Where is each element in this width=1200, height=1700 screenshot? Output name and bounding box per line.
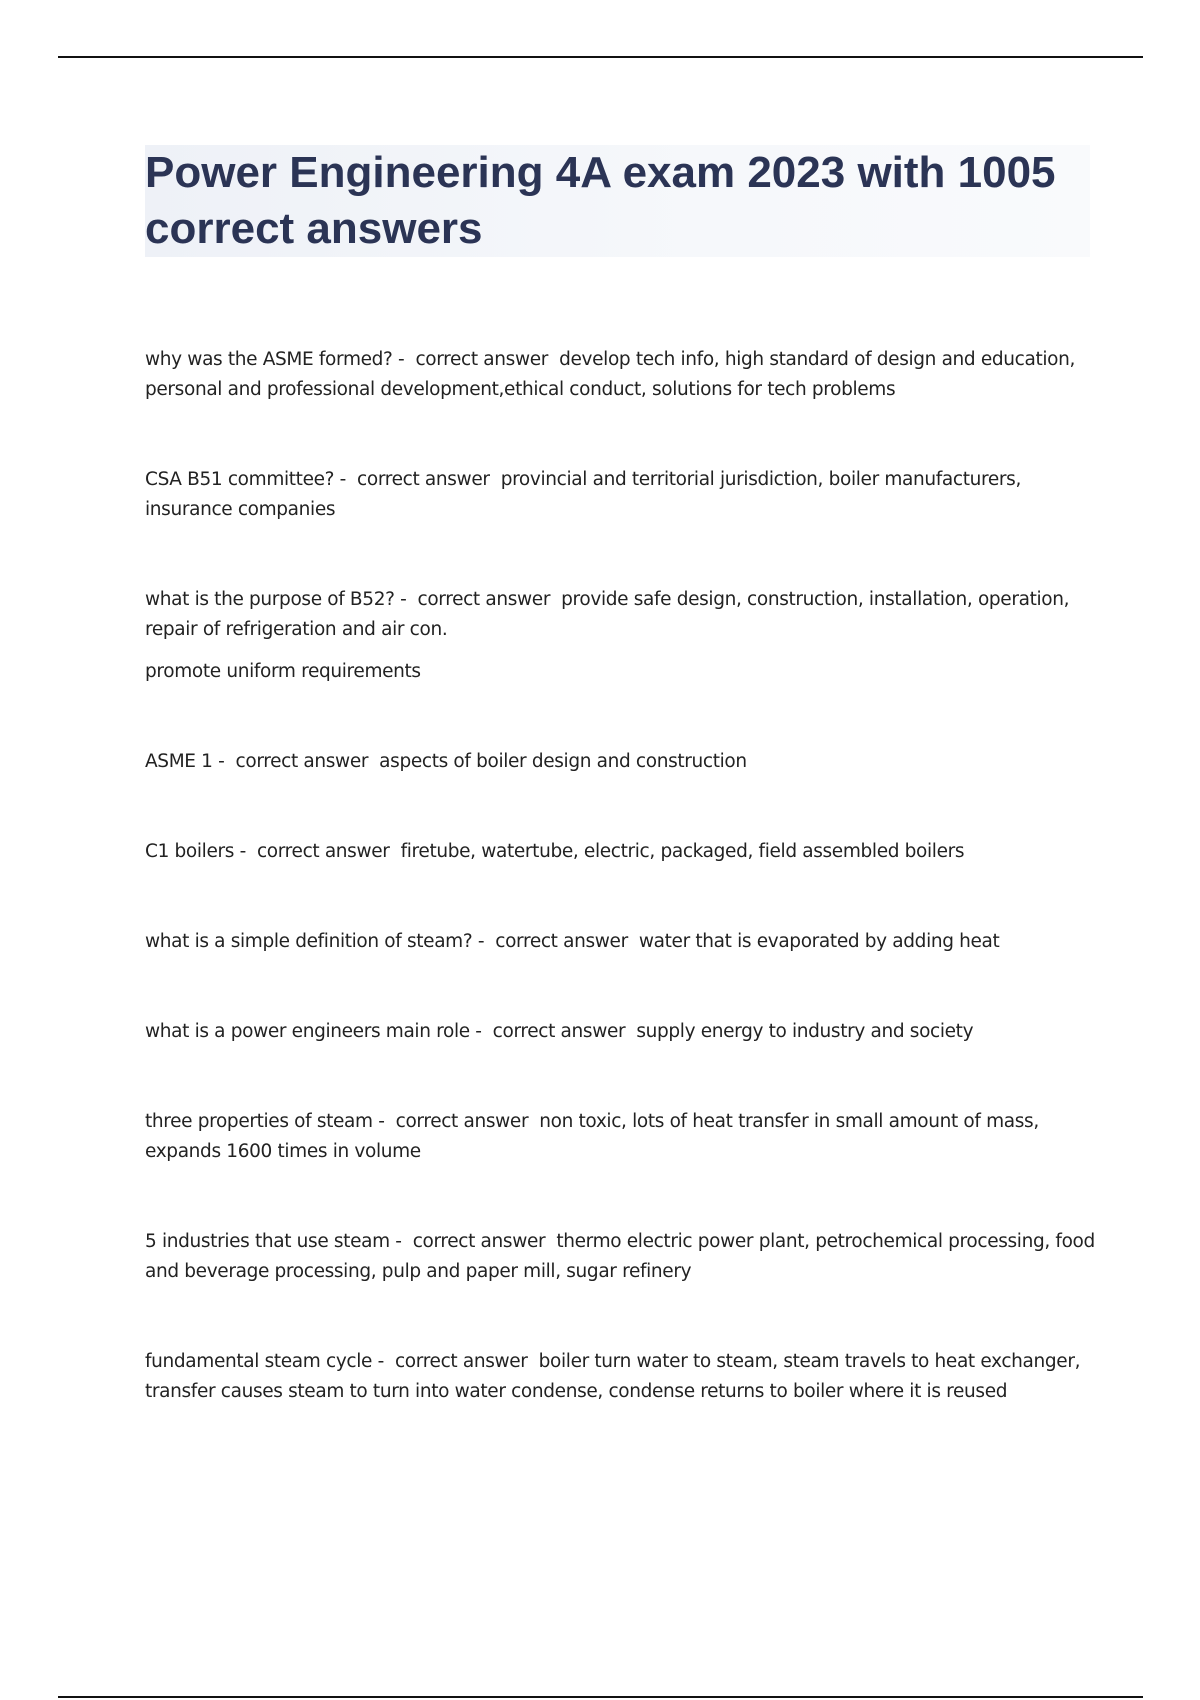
- question-text: fundamental steam cycle: [145, 1351, 373, 1372]
- answer-extra-line: promote uniform requirements: [145, 661, 421, 682]
- qa-block: [145, 1107, 1105, 1167]
- qa-item: [145, 837, 1105, 867]
- question-text: 5 industries that use steam: [145, 1231, 390, 1252]
- qa-item: [145, 1107, 1105, 1167]
- answer-text: boiler turn water to steam, steam travels to heat exchanger, transfer causes steam to turn into water condense, condense returns to boiler where it is reused: [145, 1351, 1081, 1402]
- qa-block: [145, 1017, 1105, 1047]
- question-text: C1 boilers: [145, 841, 235, 862]
- answer-text: develop tech info, high standard of design and education, personal and professional development,ethical conduct, solutions for tech problems: [145, 349, 1076, 400]
- answer-separator: - correct answer: [372, 1351, 539, 1372]
- question-text: what is a simple definition of steam?: [145, 931, 473, 952]
- question-text: why was the ASME formed?: [145, 349, 393, 370]
- question-text: ASME 1: [145, 751, 213, 772]
- qa-item: [145, 345, 1105, 405]
- answer-separator: - correct answer: [334, 469, 501, 490]
- answer-text: supply energy to industry and society: [636, 1021, 974, 1042]
- qa-block: [145, 465, 1105, 525]
- answer-text: aspects of boiler design and construction: [379, 751, 747, 772]
- question-text: what is the purpose of B52?: [145, 589, 395, 610]
- question-text: three properties of steam: [145, 1111, 373, 1132]
- document-title: Power Engineering 4A exam 2023 with 1005 correct answers: [145, 148, 1056, 253]
- answer-separator: - correct answer: [469, 1021, 637, 1042]
- answer-separator: - correct answer: [212, 751, 380, 772]
- qa-item: [145, 585, 1105, 645]
- answer-separator: - correct answer: [392, 349, 560, 370]
- top-rule: [58, 56, 1143, 58]
- question-text: CSA B51 committee?: [145, 469, 335, 490]
- qa-block: [145, 1227, 1105, 1287]
- qa-block: [145, 927, 1105, 957]
- qa-item: [145, 465, 1105, 525]
- qa-item: [145, 1017, 1105, 1047]
- qa-block: [145, 345, 1105, 405]
- answer-text: provide safe design, construction, installation, operation, repair of refrigeration and air con.: [145, 589, 1070, 640]
- question-text: what is a power engineers main role: [145, 1021, 470, 1042]
- answer-separator: - correct answer: [389, 1231, 557, 1252]
- answer-text: thermo electric power plant, petrochemical processing, food and beverage processing, pulp and paper mill, sugar refinery: [145, 1231, 1095, 1282]
- qa-item: [145, 747, 1105, 777]
- qa-item: [145, 927, 1105, 957]
- answer-text: non toxic, lots of heat transfer in small amount of mass, expands 1600 times in volume: [145, 1111, 1039, 1162]
- qa-block: [145, 585, 1105, 687]
- qa-item: [145, 1347, 1105, 1407]
- qa-item: [145, 1227, 1105, 1287]
- qa-list: [145, 345, 1105, 1407]
- qa-block: [145, 1347, 1105, 1407]
- qa-block: [145, 837, 1105, 867]
- answer-separator: - correct answer: [372, 1111, 540, 1132]
- answer-text: provincial and territorial jurisdiction, boiler manufacturers, insurance companies: [145, 469, 1021, 520]
- answer-text: firetube, watertube, electric, packaged, field assembled boilers: [400, 841, 965, 862]
- bottom-rule: [58, 1696, 1143, 1698]
- answer-separator: - correct answer: [234, 841, 401, 862]
- answer-separator: - correct answer: [394, 589, 562, 610]
- answer-text: water that is evaporated by adding heat: [638, 931, 1000, 952]
- answer-separator: - correct answer: [472, 931, 639, 952]
- qa-block: [145, 747, 1105, 777]
